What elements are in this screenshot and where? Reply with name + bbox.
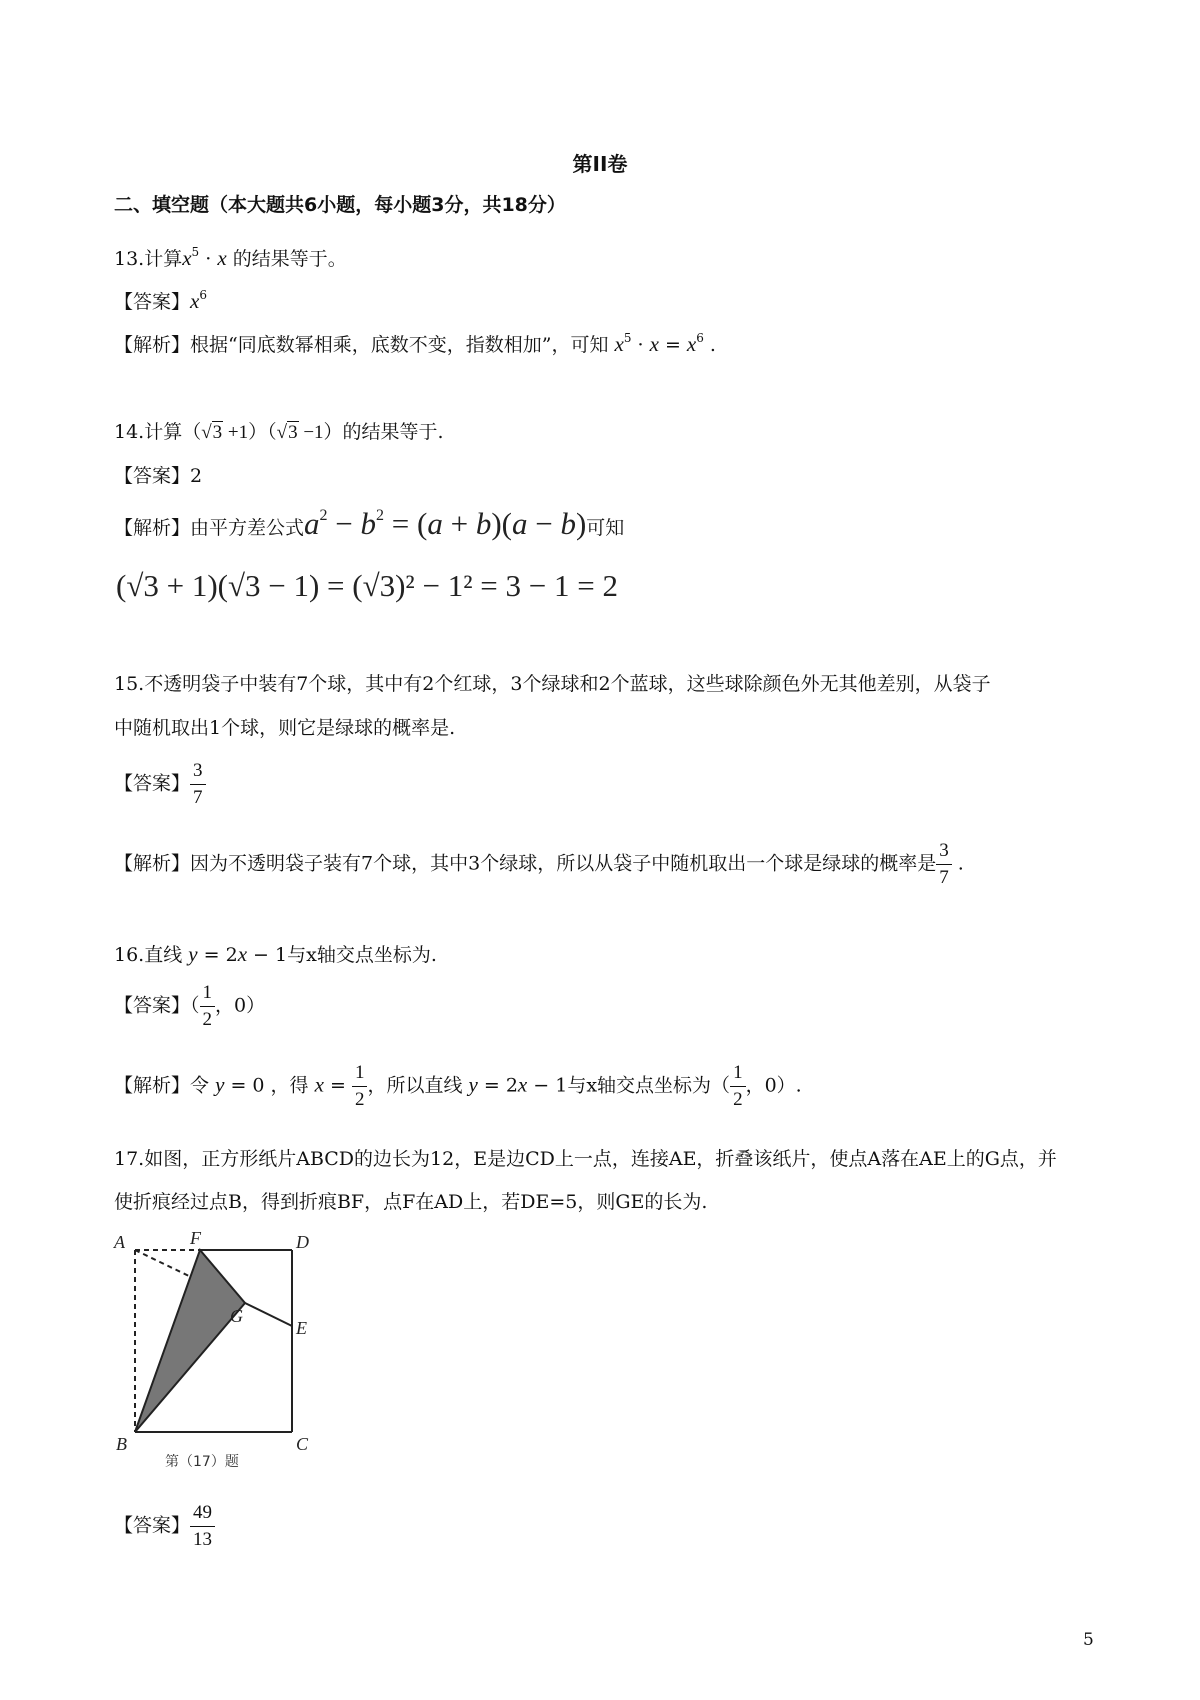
segment-GE [245,1303,292,1326]
label-E: E [296,1318,307,1338]
question-14: 14.计算（√3 +1）（√3 −1）的结果等于. [114,421,444,443]
question-17-line1: 17.如图，正方形纸片ABCD的边长为12，E是边CD上一点，连接AE，折叠该纸片，使点A落在AE上的G点，并 [114,1148,1057,1170]
question-17-line2: 使折痕经过点B，得到折痕BF，点F在AD上，若DE=5，则GE的长为. [114,1191,708,1213]
question-13: 13.计算$x^5 \cdot x$ 的结果等于。 [114,245,347,270]
question-16: 16.直线 y = 2x − 1与x轴交点坐标为. [114,942,437,966]
analysis-14-formula: (√3 + 1)(√3 − 1) = (√3)² − 1² = 3 − 1 = 2 [116,568,618,603]
figure-17 [110,1230,350,1470]
answer-15: 【答案】 $\frac{3}{7}$ [114,758,206,811]
section-heading: 二、填空题（本大题共6小题，每小题3分，共18分） [114,194,566,216]
answer-17: 【答案】 $\frac{49}{13}$ [114,1500,215,1553]
difference-of-squares-formula: $a^2 - b^2 = (a + b)(a - b)$ [304,506,587,541]
label-C: C [296,1434,309,1454]
page-title: 第II卷 [572,152,628,176]
analysis-13: 【解析】根据“同底数幂相乘，底数不变，指数相加”，可知 $x^5 \cdot x = x^6$ . [114,331,716,356]
answer-16: 【答案】（ $\frac{1}{2}$ ，0） [114,982,266,1030]
analysis-15: 【解析】因为不透明袋子装有7个球，其中3个绿球，所以从袋子中随机取出一个球是绿球的概率是 $\frac{3}{7}$ . [114,840,964,888]
label-A: A [114,1232,125,1252]
question-15-line1: 15.不透明袋子中装有7个球，其中有2个红球，3个绿球和2个蓝球，这些球除颜色外无其他差别，从袋子 [114,673,991,695]
folded-triangle-BFG [135,1250,245,1432]
figure-caption: 第（17）题 [165,1454,239,1470]
analysis-14: 【解析】由平方差公式$a^2 - b^2 = (a + b)(a - b)$可知 [114,506,625,541]
answer-14: 【答案】2 [114,465,203,487]
label-B: B [116,1434,127,1454]
analysis-16: 【解析】令 y = 0 ，得 x = $\frac{1}{2}$ ，所以直线 y = 2x − 1与x轴交点坐标为（ $\frac{1}{2}$ ，0）. [114,1062,802,1110]
answer-13: 【答案】$x^6$ [114,288,207,313]
page-number: 5 [1083,1630,1094,1650]
label-F: F [190,1230,201,1248]
question-15-line2: 中随机取出1个球，则它是绿球的概率是. [114,717,456,739]
label-D: D [296,1232,309,1252]
label-G: G [230,1306,243,1326]
